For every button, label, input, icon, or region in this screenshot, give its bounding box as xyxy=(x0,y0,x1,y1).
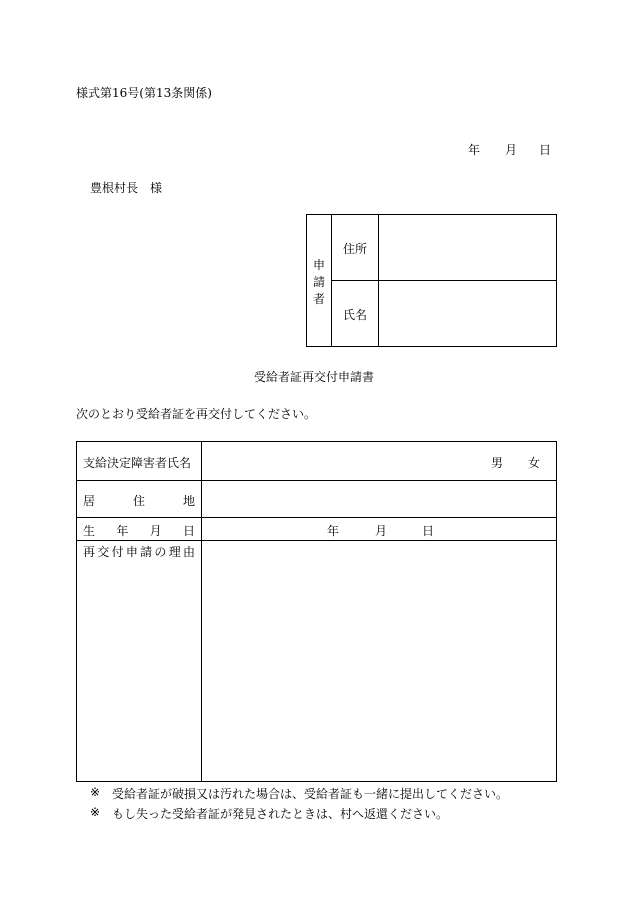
birth-day-label: 日 xyxy=(422,524,435,538)
reason-label-char: 理 xyxy=(168,545,181,559)
document-title: 受給者証再交付申請書 xyxy=(254,370,375,384)
main-table xyxy=(76,441,557,782)
date-month-label: 月 xyxy=(505,143,518,157)
applicant-side-label xyxy=(307,257,331,308)
applicant-divider xyxy=(331,280,556,281)
name-label: 氏名 xyxy=(343,308,368,322)
birth-label-char: 月 xyxy=(149,524,162,538)
reason-label-char: 申 xyxy=(125,545,138,559)
birth-month-label: 月 xyxy=(375,524,388,538)
residence-label-char: 住 xyxy=(132,494,145,508)
applicant-side-char: 申 xyxy=(312,258,325,272)
birth-date-label xyxy=(83,522,195,539)
reason-label-char: 交 xyxy=(97,545,110,559)
reason-label-char: 付 xyxy=(111,545,124,559)
addressee: 豊根村長 様 xyxy=(90,181,163,195)
table-row-divider xyxy=(77,540,556,541)
applicant-side-char: 者 xyxy=(312,292,325,306)
table-row-divider xyxy=(77,517,556,518)
date-day-label: 日 xyxy=(539,143,552,157)
birth-label-char: 年 xyxy=(116,524,129,538)
table-row-divider xyxy=(77,480,556,481)
address-label: 住所 xyxy=(343,242,368,256)
note-text: もし失った受給者証が発見されたときは、村へ返還ください。 xyxy=(112,807,449,821)
note-mark: ※ xyxy=(90,785,101,799)
form-number: 様式第16号(第13条関係) xyxy=(76,86,212,100)
residence-label-char: 地 xyxy=(182,494,195,508)
applicant-box xyxy=(306,214,557,347)
reason-label-char: 再 xyxy=(83,545,96,559)
birth-label-char: 日 xyxy=(182,524,195,538)
reason-label-char: の xyxy=(154,545,167,559)
reason-label-char: 由 xyxy=(182,545,195,559)
residence-label xyxy=(83,492,195,509)
birth-year-label: 年 xyxy=(327,524,340,538)
applicant-side-char: 請 xyxy=(312,275,325,289)
reason-label-char: 請 xyxy=(140,545,153,559)
date-year-label: 年 xyxy=(468,143,481,157)
gender-male[interactable]: 男 xyxy=(491,456,504,470)
intro-text: 次のとおり受給者証を再交付してください。 xyxy=(76,407,317,421)
birth-label-char: 生 xyxy=(83,524,96,538)
reissue-reason-label xyxy=(83,543,195,560)
residence-label-char: 居 xyxy=(83,494,96,508)
gender-female[interactable]: 女 xyxy=(528,456,541,470)
note-mark: ※ xyxy=(90,805,101,819)
table-column-divider xyxy=(201,442,202,781)
disabled-person-name-label: 支給決定障害者氏名 xyxy=(83,456,192,470)
note-text: 受給者証が破損又は汚れた場合は、受給者証も一緒に提出してください。 xyxy=(112,787,509,801)
